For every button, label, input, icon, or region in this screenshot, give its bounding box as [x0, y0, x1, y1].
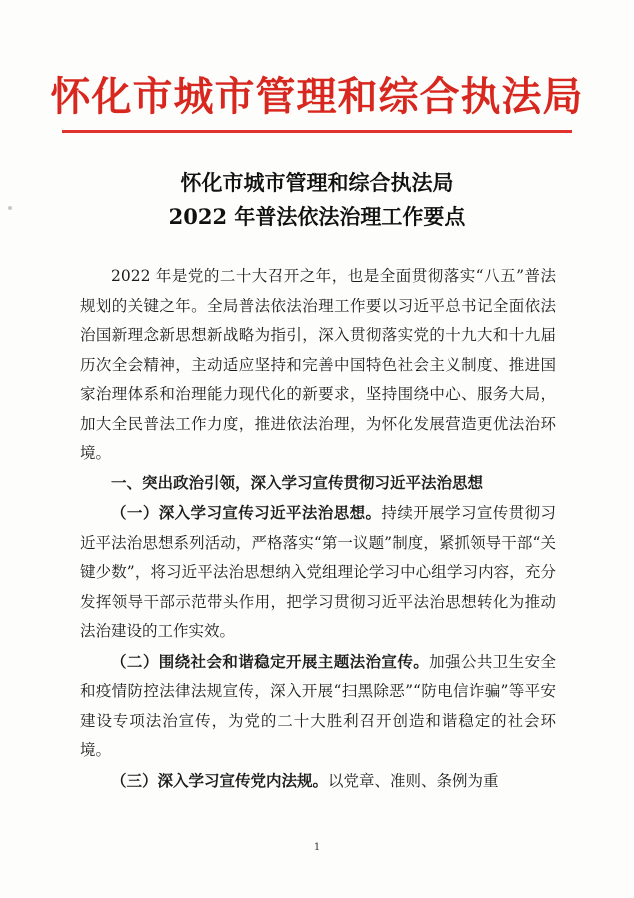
- section1-item1-text: 持续开展学习宣传贯彻习近平法治思想系列活动，严格落实“第一议题”制度，紧抓领导干部“关键少数”，将习近平法治思想纳入党组理论学习中心组学习内容，充分发挥领导干部示范带头作用，把学习贯彻习近平法治思想转化为推动法治建设的工作实效。: [80, 504, 556, 640]
- section1-item3: [80, 766, 556, 797]
- section1-item1-head: （一）深入学习宣传习近平法治思想。: [111, 503, 382, 522]
- section1-item2-text: 加强公共卫生安全和疫情防控法律法规宣传，深入开展“扫黑除恶”“防电信诈骗”等平安建设专项法治宣传，为党的二十大胜利召开创造和谐稳定的社会环境。: [80, 652, 556, 759]
- letterhead-red-rule: [62, 130, 572, 133]
- section1-item3-head: （三）深入学习宣传党内法规。: [111, 770, 329, 790]
- document-title: [0, 166, 634, 234]
- section1-item2-head: （二）围绕社会和谐稳定开展主题法治宣传。: [111, 651, 430, 671]
- intro-paragraph: 2022 年是党的二十大召开之年，也是全面贯彻落实“八五”普法规划的关键之年。全局普法依法治理工作要以习近平总书记全面依法治国新理念新思想新战略为指引，深入贯彻落实党的十九大和十九届历次全会精神，主动适应坚持和完善中国特色社会主义制度、推进国家治理体系和治理能力现代化的新要求，坚持围绕中心、服务大局，加大全民普法工作力度，推进依法治理，为怀化发展营造更优法治环境。: [80, 267, 556, 462]
- document-title-line1: 怀化市城市管理和综合执法局: [180, 170, 454, 195]
- letterhead-org-name: 怀化市城市管理和综合执法局: [50, 73, 584, 120]
- page-number: 1: [313, 842, 321, 853]
- section1-heading: 一、突出政治引领，深入学习宣传贯彻习近平法治思想: [111, 473, 484, 492]
- section1-item1: [80, 498, 556, 647]
- document-body: [80, 262, 556, 796]
- section1-item3-text: 以党章、准则、条例为重: [328, 771, 499, 790]
- section1-item2: [80, 647, 556, 766]
- document-title-line2: 2022 年普法依法治理工作要点: [168, 204, 466, 229]
